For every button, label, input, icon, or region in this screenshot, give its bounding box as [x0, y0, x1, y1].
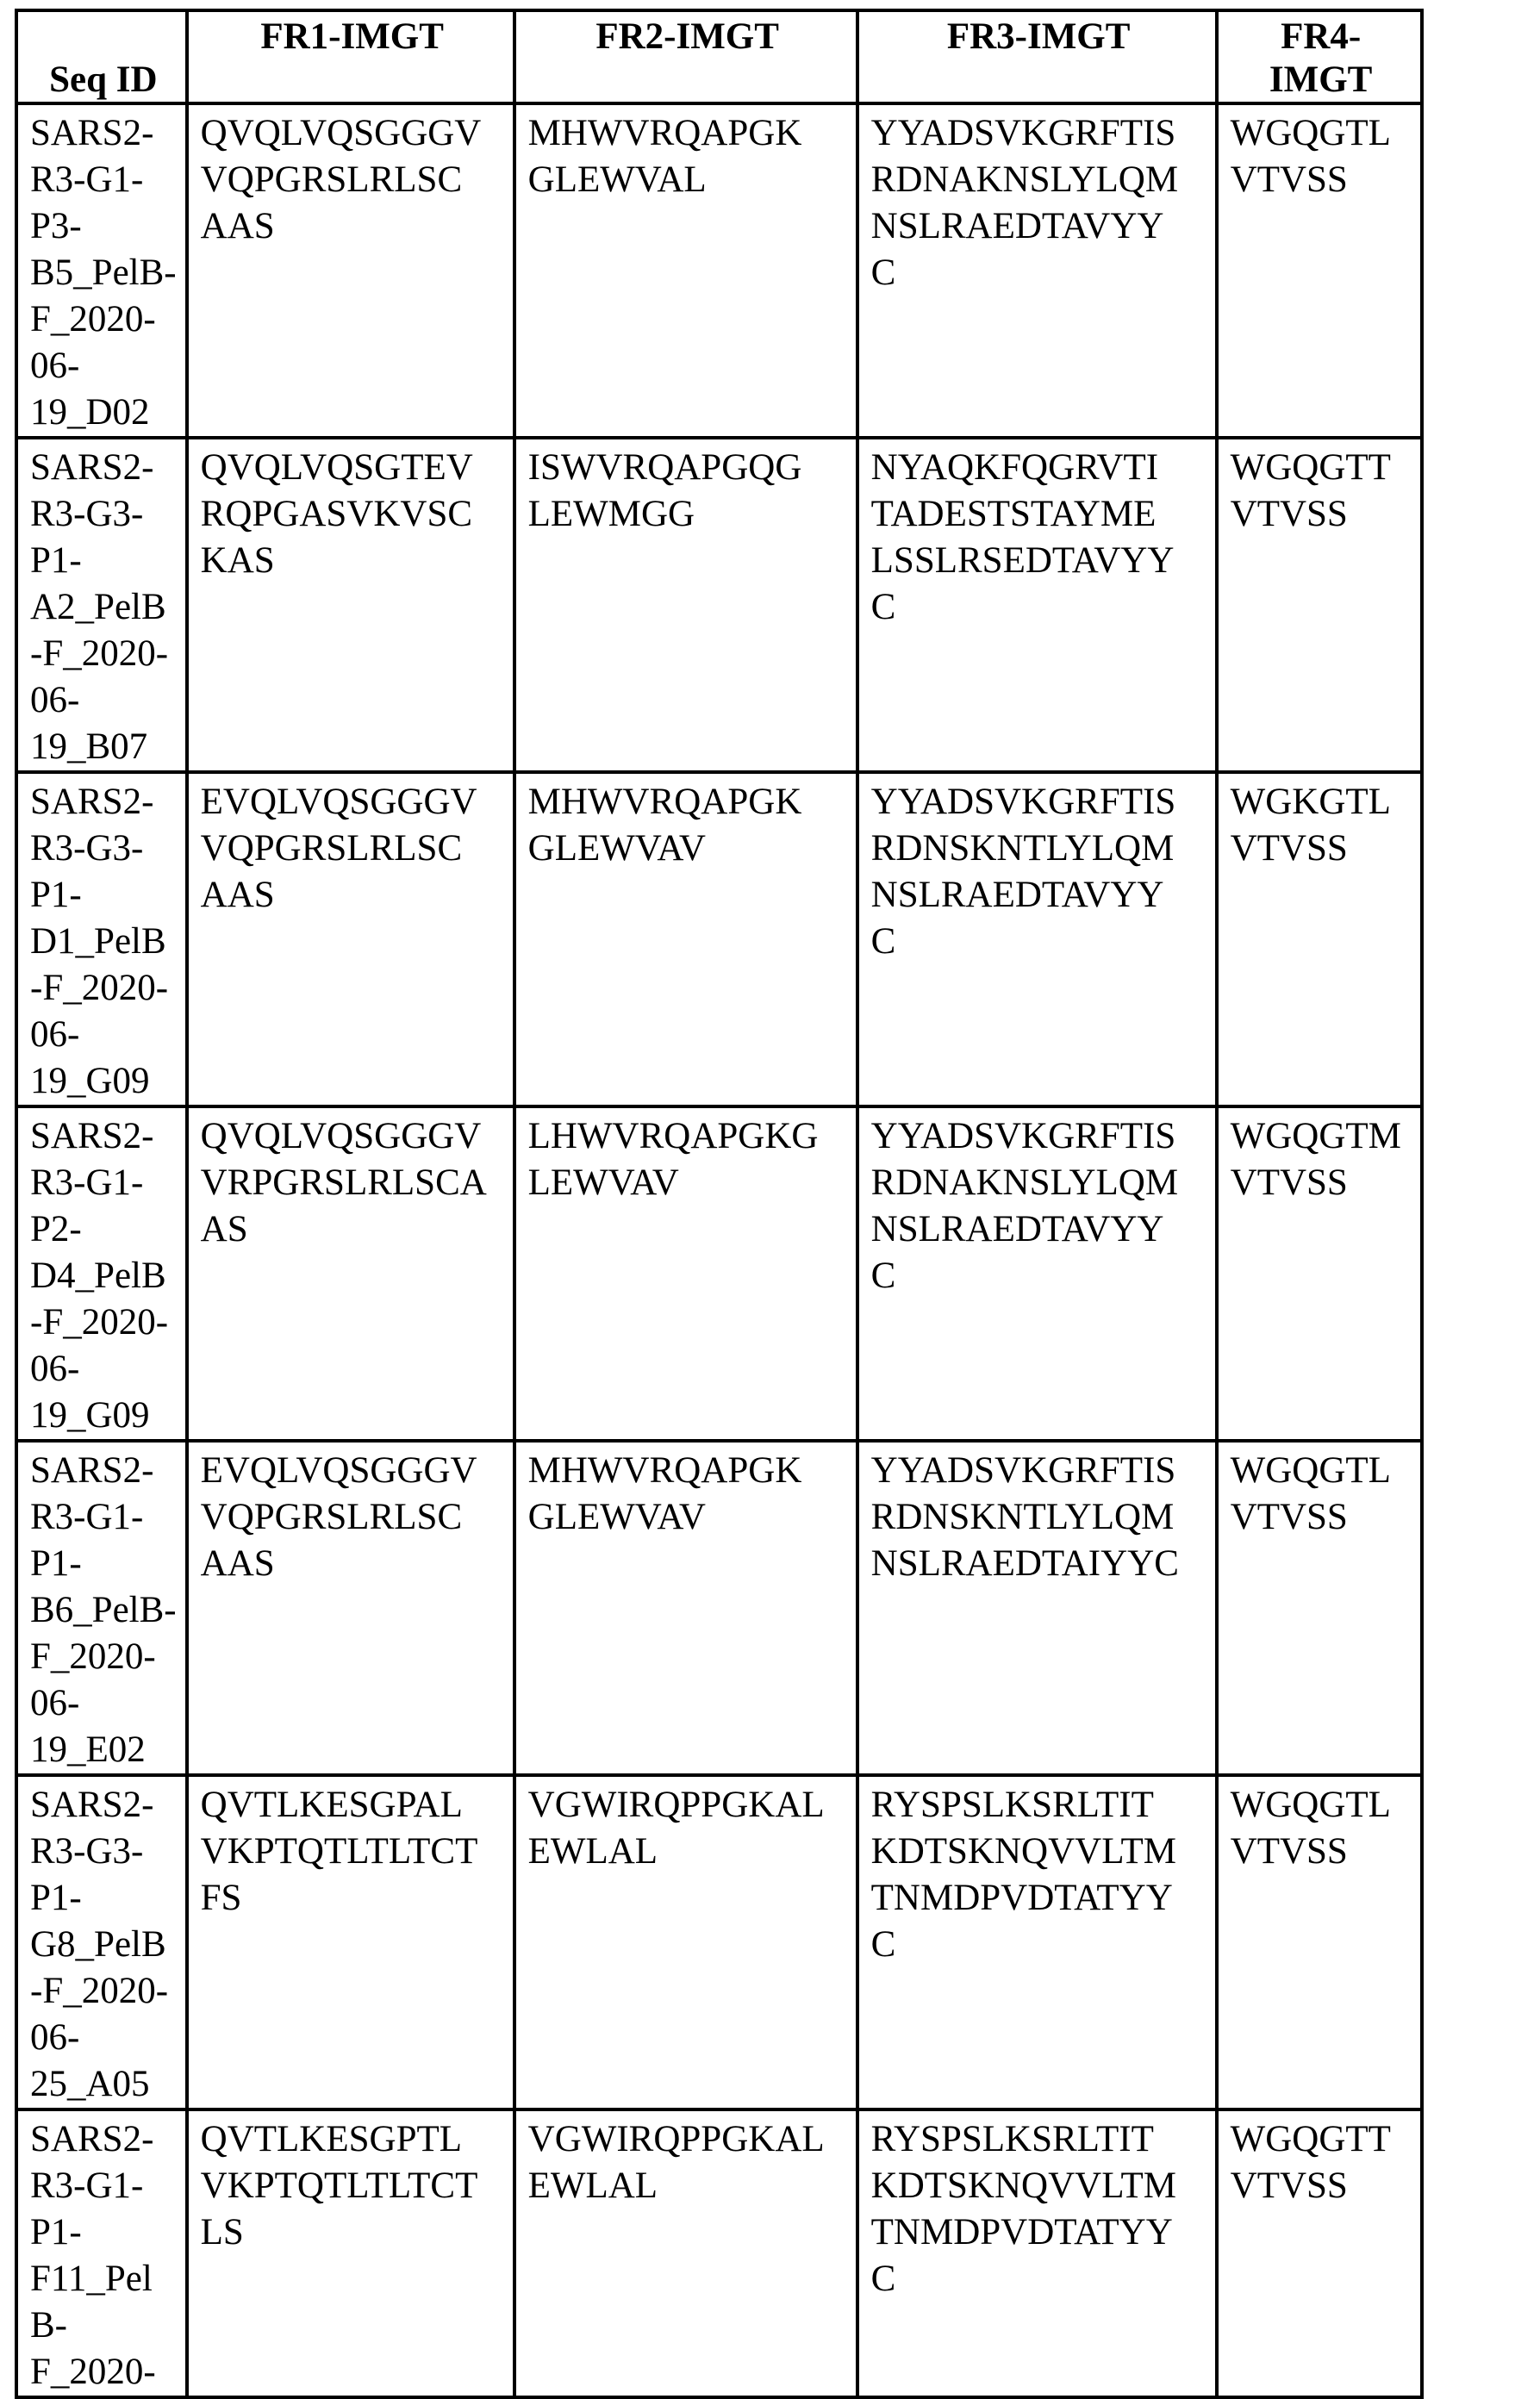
header-text: FR2-IMGT — [595, 16, 779, 57]
cell-text-line: NSLRAEDTAIYYC — [870, 1543, 1179, 1584]
cell-text-line: F_2020- — [30, 1636, 156, 1677]
cell-text-line: YYADSVKGRFTIS — [870, 1450, 1176, 1491]
cell-fr4 — [1217, 1775, 1422, 2109]
cell-text-line: D4_PelB — [30, 1256, 166, 1296]
cell-text-line: R3-G1- — [30, 2165, 144, 2206]
cell-text-line: WGQGTT — [1230, 2119, 1391, 2159]
cell-text-line: WGKGTL — [1230, 782, 1391, 822]
cell-text-line: AAS — [200, 875, 275, 915]
cell-fr3 — [857, 772, 1217, 1106]
cell-text-line: P1- — [30, 540, 82, 581]
cell-text-line: VGWIRQPPGKAL — [527, 2119, 825, 2159]
cell-text-line: MHWVRQAPGK — [527, 782, 802, 822]
table-body — [16, 103, 1422, 2397]
cell-text-line: C — [870, 1924, 896, 1965]
cell-text-line: 19_G09 — [30, 1061, 150, 1101]
cell-text-line: WGQGTL — [1230, 1785, 1391, 1825]
cell-fr1 — [187, 772, 514, 1106]
cell-text-line: 06- — [30, 1683, 80, 1723]
cell-text-line: NSLRAEDTAVYY — [870, 206, 1164, 246]
table-row — [16, 1106, 1422, 1441]
cell-text-line: WGQGTM — [1230, 1116, 1401, 1156]
cell-text-line: NYAQKFQGRVTI — [870, 447, 1159, 488]
header-row — [16, 10, 1422, 103]
cell-fr4 — [1217, 772, 1422, 1106]
header-fr4 — [1217, 10, 1422, 103]
cell-text-line: R3-G3- — [30, 828, 144, 869]
cell-text-line: C — [870, 2259, 896, 2299]
cell-text-line: LSSLRSEDTAVYY — [870, 540, 1175, 581]
cell-text-line: G8_PelB — [30, 1924, 166, 1965]
cell-fr1 — [187, 1106, 514, 1441]
cell-text-line: EVQLVQSGGGV — [200, 782, 477, 822]
cell-fr2 — [514, 103, 857, 438]
cell-text-line: 19_D02 — [30, 392, 150, 433]
cell-text-line: QVQLVQSGTEV — [200, 447, 473, 488]
cell-text-line: R3-G3- — [30, 1831, 144, 1872]
sequence-table — [15, 9, 1424, 2399]
cell-seq-id — [16, 2109, 187, 2397]
cell-text-line: D1_PelB — [30, 921, 166, 962]
cell-text-line: RYSPSLKSRLTIT — [870, 2119, 1154, 2159]
header-text: FR4- — [1281, 16, 1362, 57]
cell-text-line: SARS2- — [30, 1785, 154, 1825]
table-row — [16, 772, 1422, 1106]
cell-fr1 — [187, 1441, 514, 1775]
cell-text-line: R3-G1- — [30, 1497, 144, 1537]
cell-text-line: SARS2- — [30, 1116, 154, 1156]
cell-text-line: VTVSS — [1230, 1831, 1348, 1872]
cell-seq-id — [16, 1775, 187, 2109]
cell-fr4 — [1217, 1441, 1422, 1775]
cell-text-line: RDNAKNSLYLQM — [870, 159, 1179, 200]
cell-text-line: 06- — [30, 1014, 80, 1055]
cell-text-line: VRPGRSLRLSCA — [200, 1162, 487, 1203]
cell-text-line: QVTLKESGPAL — [200, 1785, 463, 1825]
cell-text-line: P3- — [30, 206, 82, 246]
cell-text-line: YYADSVKGRFTIS — [870, 113, 1176, 153]
cell-text-line: AAS — [200, 1543, 275, 1584]
cell-text-line: ISWVRQAPGQG — [527, 447, 802, 488]
table-row — [16, 1775, 1422, 2109]
cell-text-line: GLEWVAL — [527, 159, 707, 200]
cell-text-line: R3-G1- — [30, 1162, 144, 1203]
cell-seq-id — [16, 103, 187, 438]
cell-text-line: 06- — [30, 346, 80, 386]
cell-fr3 — [857, 438, 1217, 772]
cell-fr4 — [1217, 2109, 1422, 2397]
header-text: Seq ID — [49, 59, 158, 100]
cell-text-line: SARS2- — [30, 782, 154, 822]
cell-text-line: P1- — [30, 875, 82, 915]
cell-fr2 — [514, 1106, 857, 1441]
cell-text-line: QVTLKESGPTL — [200, 2119, 463, 2159]
cell-fr2 — [514, 772, 857, 1106]
cell-text-line: GLEWVAV — [527, 828, 706, 869]
cell-text-line: F_2020- — [30, 299, 156, 340]
cell-text-line: RYSPSLKSRLTIT — [870, 1785, 1154, 1825]
cell-text-line: VTVSS — [1230, 1497, 1348, 1537]
cell-text-line: R3-G1- — [30, 159, 144, 200]
cell-text-line: LEWVAV — [527, 1162, 679, 1203]
header-fr3 — [857, 10, 1217, 103]
cell-text-line: QVQLVQSGGGV — [200, 1116, 482, 1156]
cell-text-line: RDNSKNTLYLQM — [870, 1497, 1175, 1537]
cell-text-line: WGQGTL — [1230, 1450, 1391, 1491]
cell-fr2 — [514, 438, 857, 772]
cell-text-line: AAS — [200, 206, 275, 246]
header-text: FR3-IMGT — [946, 16, 1131, 57]
cell-text-line: 06- — [30, 2017, 80, 2058]
header-fr1 — [187, 10, 514, 103]
cell-fr3 — [857, 1106, 1217, 1441]
cell-fr4 — [1217, 103, 1422, 438]
cell-text-line: YYADSVKGRFTIS — [870, 1116, 1176, 1156]
cell-text-line: VQPGRSLRLSC — [200, 828, 463, 869]
cell-fr2 — [514, 1441, 857, 1775]
cell-text-line: C — [870, 1256, 896, 1296]
cell-text-line: KAS — [200, 540, 275, 581]
header-text: FR1-IMGT — [260, 16, 444, 57]
cell-seq-id — [16, 772, 187, 1106]
cell-text-line: VTVSS — [1230, 159, 1348, 200]
cell-text-line: F11_Pel — [30, 2259, 153, 2299]
table-row — [16, 103, 1422, 438]
cell-fr2 — [514, 2109, 857, 2397]
cell-text-line: A2_PelB — [30, 587, 166, 627]
cell-text-line: VTVSS — [1230, 2165, 1348, 2206]
cell-text-line: VKPTQTLTLTCT — [200, 1831, 478, 1872]
cell-text-line: LHWVRQAPGKG — [527, 1116, 819, 1156]
cell-text-line: RDNAKNSLYLQM — [870, 1162, 1179, 1203]
cell-text-line: SARS2- — [30, 1450, 154, 1491]
cell-text-line: VKPTQTLTLTCT — [200, 2165, 478, 2206]
cell-fr1 — [187, 2109, 514, 2397]
cell-text-line: TADESTSTAYME — [870, 494, 1157, 534]
cell-text-line: -F_2020- — [30, 1302, 169, 1343]
header-seq-id — [16, 10, 187, 103]
table-row — [16, 1441, 1422, 1775]
cell-fr3 — [857, 1441, 1217, 1775]
cell-text-line: 06- — [30, 1349, 80, 1389]
table-row — [16, 438, 1422, 772]
cell-text-line: KDTSKNQVVLTM — [870, 1831, 1177, 1872]
cell-text-line: P2- — [30, 1209, 82, 1249]
cell-text-line: NSLRAEDTAVYY — [870, 875, 1164, 915]
cell-text-line: EVQLVQSGGGV — [200, 1450, 477, 1491]
cell-text-line: QVQLVQSGGGV — [200, 113, 482, 153]
cell-text-line: F_2020- — [30, 2352, 156, 2392]
cell-text-line: VQPGRSLRLSC — [200, 1497, 463, 1537]
cell-text-line: RDNSKNTLYLQM — [870, 828, 1175, 869]
cell-text-line: TNMDPVDTATYY — [870, 2212, 1173, 2253]
cell-text-line: B- — [30, 2305, 67, 2346]
cell-text-line: LEWMGG — [527, 494, 695, 534]
cell-seq-id — [16, 1106, 187, 1441]
cell-text-line: -F_2020- — [30, 633, 169, 674]
cell-fr2 — [514, 1775, 857, 2109]
cell-text-line: -F_2020- — [30, 1971, 169, 2011]
cell-text-line: MHWVRQAPGK — [527, 113, 802, 153]
cell-text-line: C — [870, 921, 896, 962]
cell-text-line: VGWIRQPPGKAL — [527, 1785, 825, 1825]
cell-text-line: 25_A05 — [30, 2064, 150, 2104]
cell-fr3 — [857, 103, 1217, 438]
cell-text-line: KDTSKNQVVLTM — [870, 2165, 1177, 2206]
cell-text-line: FS — [200, 1878, 242, 1918]
cell-text-line: GLEWVAV — [527, 1497, 706, 1537]
cell-text-line: SARS2- — [30, 2119, 154, 2159]
table-row — [16, 2109, 1422, 2397]
cell-text-line: VQPGRSLRLSC — [200, 159, 463, 200]
cell-text-line: B6_PelB- — [30, 1590, 177, 1630]
cell-text-line: VTVSS — [1230, 494, 1348, 534]
cell-text-line: YYADSVKGRFTIS — [870, 782, 1176, 822]
cell-text-line: MHWVRQAPGK — [527, 1450, 802, 1491]
cell-text-line: WGQGTL — [1230, 113, 1391, 153]
cell-text-line: VTVSS — [1230, 1162, 1348, 1203]
cell-text-line: 19_B07 — [30, 726, 148, 767]
cell-fr1 — [187, 438, 514, 772]
cell-fr4 — [1217, 1106, 1422, 1441]
cell-text-line: EWLAL — [527, 2165, 658, 2206]
cell-text-line: -F_2020- — [30, 968, 169, 1008]
header-text: IMGT — [1269, 59, 1373, 100]
cell-fr3 — [857, 1775, 1217, 2109]
cell-text-line: EWLAL — [527, 1831, 658, 1872]
cell-text-line: AS — [200, 1209, 248, 1249]
cell-seq-id — [16, 438, 187, 772]
cell-text-line: NSLRAEDTAVYY — [870, 1209, 1164, 1249]
cell-fr1 — [187, 1775, 514, 2109]
cell-text-line: 19_E02 — [30, 1729, 146, 1770]
cell-text-line: C — [870, 587, 896, 627]
cell-text-line: R3-G3- — [30, 494, 144, 534]
cell-fr3 — [857, 2109, 1217, 2397]
cell-text-line: 06- — [30, 680, 80, 720]
cell-text-line: SARS2- — [30, 447, 154, 488]
cell-text-line: C — [870, 252, 896, 293]
header-fr2 — [514, 10, 857, 103]
cell-text-line: P1- — [30, 2212, 82, 2253]
cell-text-line: WGQGTT — [1230, 447, 1391, 488]
cell-text-line: VTVSS — [1230, 828, 1348, 869]
cell-text-line: SARS2- — [30, 113, 154, 153]
cell-text-line: LS — [200, 2212, 244, 2253]
cell-text-line: P1- — [30, 1878, 82, 1918]
cell-fr1 — [187, 103, 514, 438]
cell-text-line: TNMDPVDTATYY — [870, 1878, 1173, 1918]
cell-seq-id — [16, 1441, 187, 1775]
cell-text-line: RQPGASVKVSC — [200, 494, 473, 534]
cell-text-line: P1- — [30, 1543, 82, 1584]
cell-text-line: 19_G09 — [30, 1395, 150, 1436]
cell-text-line: B5_PelB- — [30, 252, 177, 293]
cell-fr4 — [1217, 438, 1422, 772]
